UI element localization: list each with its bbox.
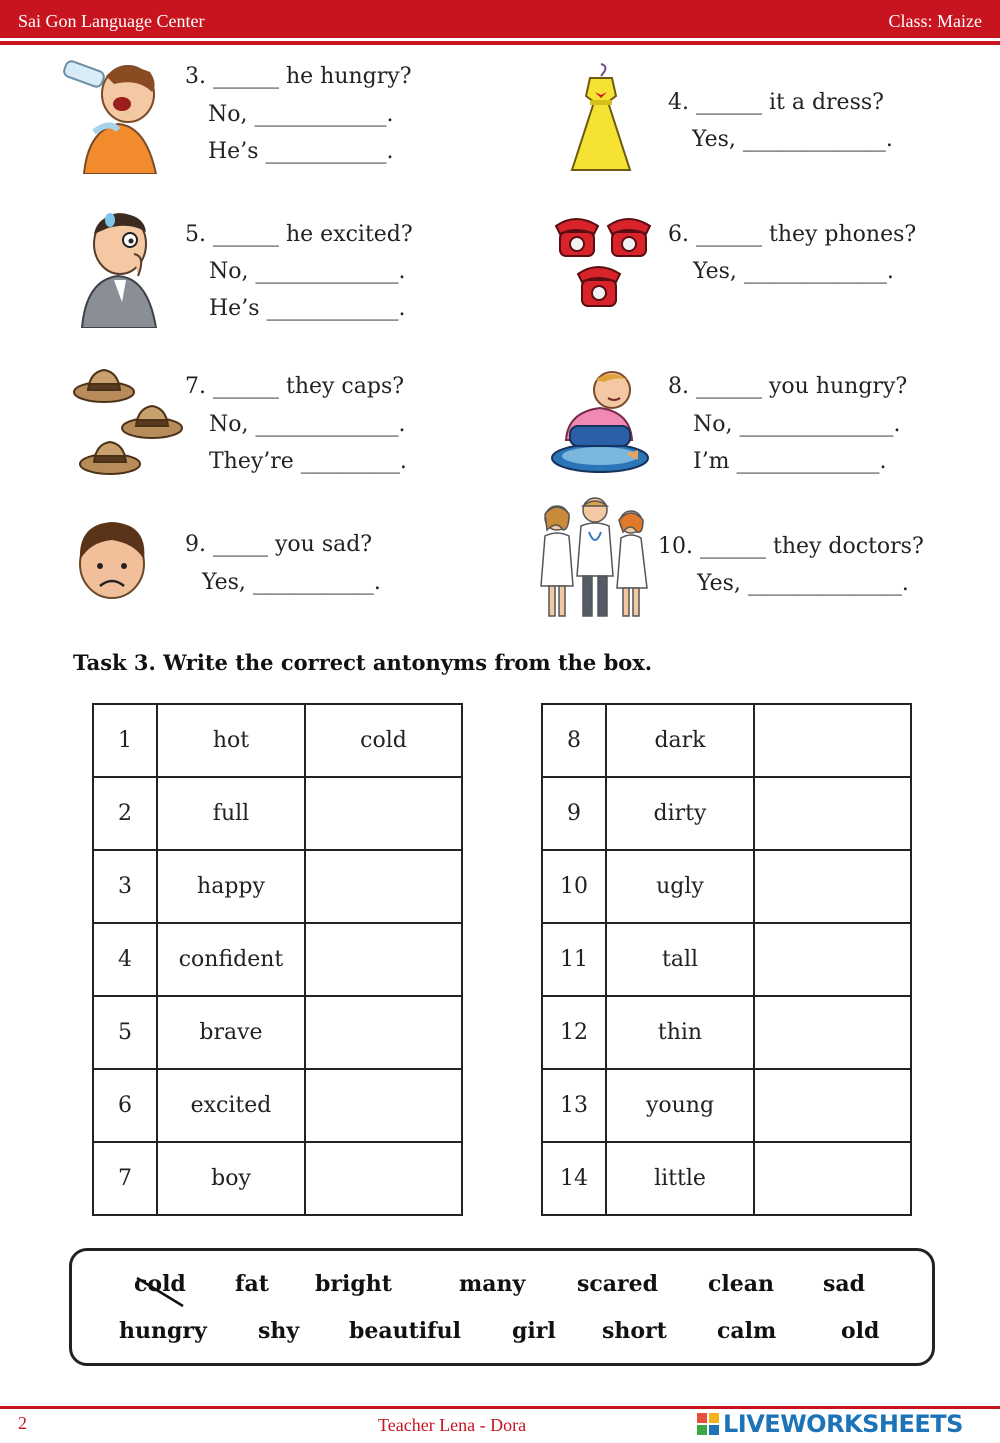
word-box-word: clean <box>708 1271 774 1297</box>
row-number: 6 <box>93 1069 157 1142</box>
antonym-answer-cell[interactable] <box>305 1142 462 1215</box>
q8-answer-line[interactable]: No, ______________. <box>693 412 901 437</box>
antonym-answer-cell[interactable] <box>754 996 911 1069</box>
word-box-word: fat <box>235 1271 269 1297</box>
row-number: 13 <box>542 1069 606 1142</box>
table-row <box>542 777 911 850</box>
row-number: 3 <box>93 850 157 923</box>
table-row <box>93 1142 462 1215</box>
antonym-answer-cell[interactable] <box>754 704 911 777</box>
row-word: excited <box>157 1069 305 1142</box>
antonym-answer-cell[interactable] <box>305 996 462 1069</box>
q5-answer-line[interactable]: No, _____________. <box>209 259 406 284</box>
row-number: 11 <box>542 923 606 996</box>
logo-text: LIVEWORKSHEETS <box>723 1410 963 1438</box>
row-word: young <box>606 1069 754 1142</box>
row-number: 2 <box>93 777 157 850</box>
row-number: 4 <box>93 923 157 996</box>
word-box-word: many <box>459 1271 526 1297</box>
word-box-word: cold <box>134 1271 186 1297</box>
word-box-word: hungry <box>119 1318 207 1344</box>
row-word: dirty <box>606 777 754 850</box>
q9-question: 9. _____ you sad? <box>185 532 373 557</box>
word-box-word: shy <box>258 1318 300 1344</box>
antonym-answer-cell[interactable]: cold <box>305 704 462 777</box>
q10-question: 10. ______ they doctors? <box>658 534 924 559</box>
q7-answer-line[interactable]: They’re _________. <box>209 449 407 474</box>
row-number: 5 <box>93 996 157 1069</box>
row-word: full <box>157 777 305 850</box>
word-box-word: calm <box>717 1318 777 1344</box>
row-number: 14 <box>542 1142 606 1215</box>
row-word: happy <box>157 850 305 923</box>
school-name: Sai Gon Language Center <box>18 11 205 31</box>
q8-question: 8. ______ you hungry? <box>668 374 908 399</box>
q3-answer-line[interactable]: He’s ___________. <box>208 139 394 164</box>
table-row <box>542 1069 911 1142</box>
phones-illustration <box>550 208 658 316</box>
q5-question: 5. ______ he excited? <box>185 222 413 247</box>
table-row <box>542 923 911 996</box>
q9-answer-line[interactable]: Yes, ___________. <box>202 570 381 595</box>
table-row <box>93 850 462 923</box>
row-word: little <box>606 1142 754 1215</box>
row-word: boy <box>157 1142 305 1215</box>
boy-drinking-illustration <box>62 58 162 174</box>
row-word: hot <box>157 704 305 777</box>
row-word: tall <box>606 923 754 996</box>
logo-icon <box>697 1413 719 1435</box>
strikethrough-mark <box>133 1272 189 1308</box>
word-box-word: scared <box>577 1271 659 1297</box>
q5-answer-line[interactable]: He’s ____________. <box>209 296 406 321</box>
row-number: 8 <box>542 704 606 777</box>
antonym-answer-cell[interactable] <box>754 850 911 923</box>
table-row <box>93 704 462 777</box>
caps-illustration <box>72 366 184 482</box>
row-word: confident <box>157 923 305 996</box>
row-number: 1 <box>93 704 157 777</box>
antonyms-table-left <box>92 703 463 1216</box>
doctors-illustration <box>535 496 655 622</box>
table-row <box>542 1142 911 1215</box>
q6-answer-line[interactable]: Yes, _____________. <box>693 259 894 284</box>
antonyms-table-right <box>541 703 912 1216</box>
row-number: 9 <box>542 777 606 850</box>
table-row <box>542 850 911 923</box>
liveworksheets-logo[interactable] <box>697 1409 963 1439</box>
antonym-answer-cell[interactable] <box>305 923 462 996</box>
antonym-answer-cell[interactable] <box>754 1142 911 1215</box>
word-box-word: sad <box>823 1271 866 1297</box>
table-row <box>93 1069 462 1142</box>
page-header <box>0 0 1000 38</box>
table-row <box>93 996 462 1069</box>
word-box-word: girl <box>512 1318 556 1344</box>
q3-answer-line[interactable]: No, ____________. <box>208 102 394 127</box>
antonym-answer-cell[interactable] <box>305 777 462 850</box>
row-number: 10 <box>542 850 606 923</box>
row-number: 12 <box>542 996 606 1069</box>
dress-illustration <box>568 62 634 172</box>
row-word: thin <box>606 996 754 1069</box>
sad-boy-illustration <box>72 516 152 602</box>
table-row <box>542 704 911 777</box>
nervous-man-illustration <box>78 210 160 328</box>
full-boy-illustration <box>548 368 652 476</box>
class-name: Class: Maize <box>888 11 982 31</box>
table-row <box>542 996 911 1069</box>
antonym-answer-cell[interactable] <box>305 1069 462 1142</box>
q7-answer-line[interactable]: No, _____________. <box>209 412 406 437</box>
row-word: dark <box>606 704 754 777</box>
antonym-answer-cell[interactable] <box>754 1069 911 1142</box>
table-row <box>93 777 462 850</box>
task3-title: Task 3. Write the correct antonyms from the box. <box>73 650 653 675</box>
word-box-word: beautiful <box>349 1318 461 1344</box>
q8-answer-line[interactable]: I’m _____________. <box>693 449 887 474</box>
q3-question: 3. ______ he hungry? <box>185 64 412 89</box>
header-divider <box>0 41 1000 45</box>
q4-answer-line[interactable]: Yes, _____________. <box>692 127 893 152</box>
word-box-word: short <box>602 1318 667 1344</box>
q10-answer-line[interactable]: Yes, ______________. <box>697 571 909 596</box>
word-box <box>69 1248 935 1366</box>
teacher-name: Teacher Lena - Dora <box>378 1415 527 1435</box>
word-box-word: old <box>841 1318 880 1344</box>
row-word: brave <box>157 996 305 1069</box>
page-number: 2 <box>18 1413 27 1433</box>
q6-question: 6. ______ they phones? <box>668 222 917 247</box>
word-box-word: bright <box>315 1271 392 1297</box>
table-row <box>93 923 462 996</box>
row-number: 7 <box>93 1142 157 1215</box>
q4-question: 4. ______ it a dress? <box>668 90 884 115</box>
antonym-answer-cell[interactable] <box>754 923 911 996</box>
row-word: ugly <box>606 850 754 923</box>
antonym-answer-cell[interactable] <box>754 777 911 850</box>
q7-question: 7. ______ they caps? <box>185 374 405 399</box>
antonym-answer-cell[interactable] <box>305 850 462 923</box>
